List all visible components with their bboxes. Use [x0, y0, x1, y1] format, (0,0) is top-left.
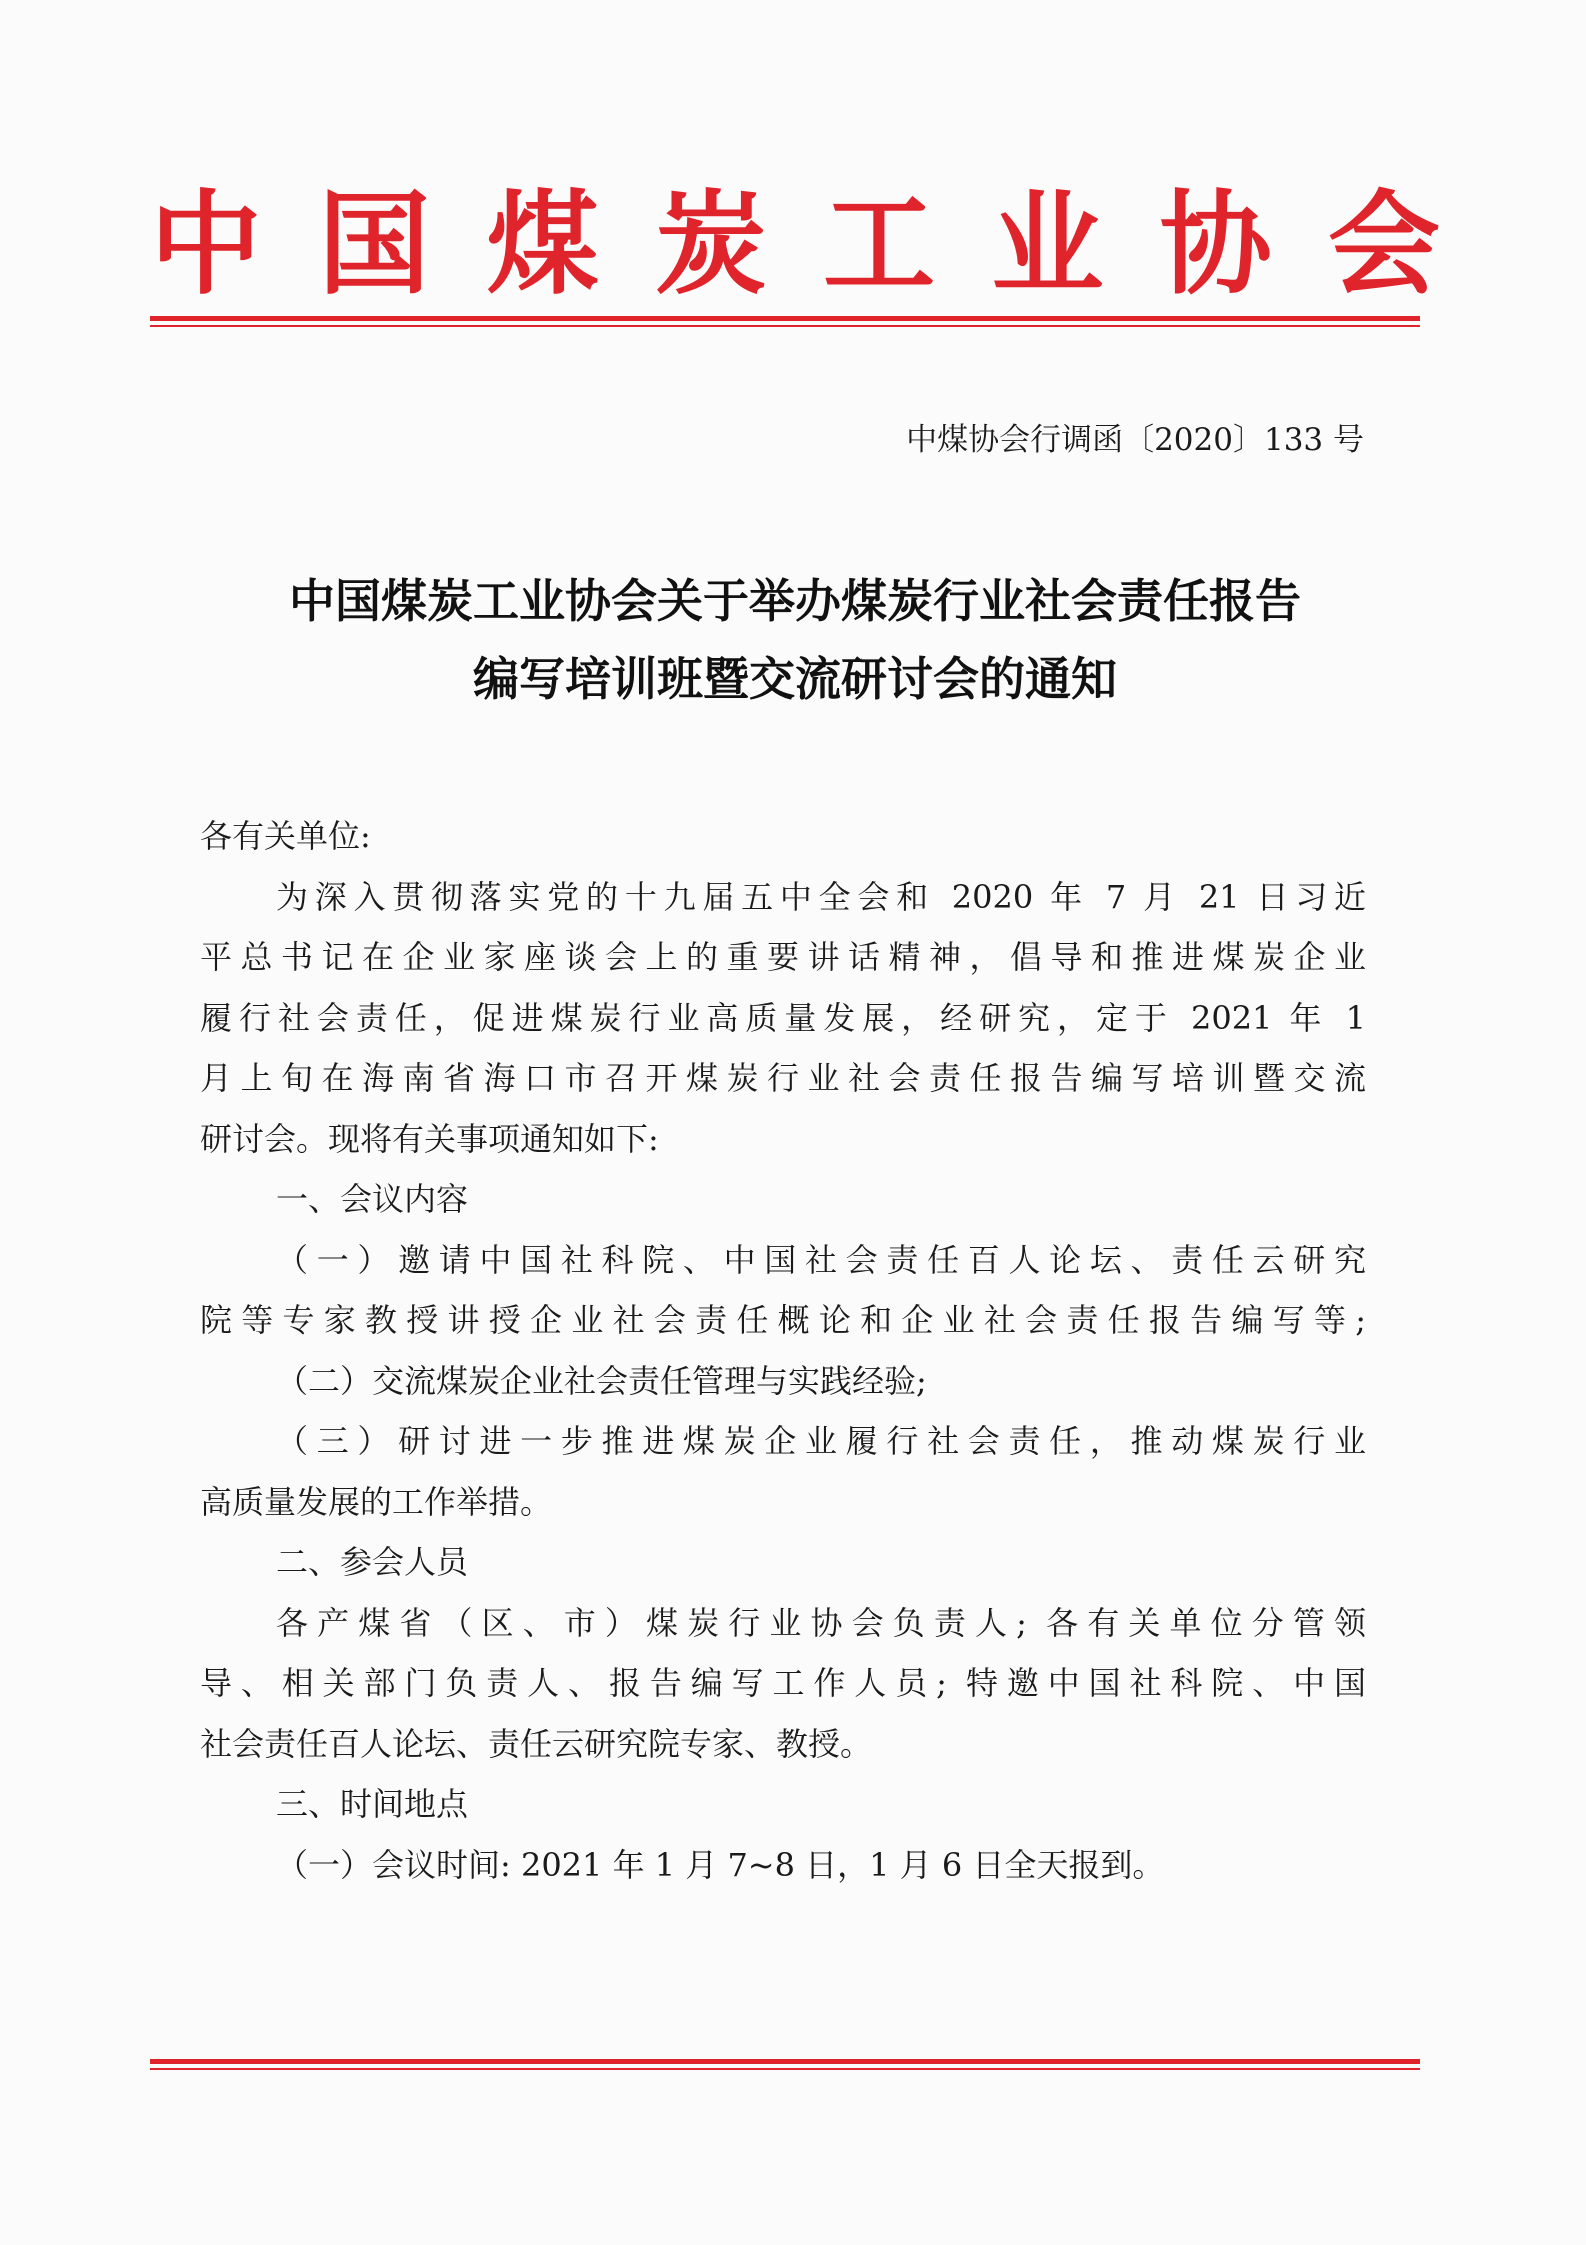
- section-heading: 二、参会人员: [276, 1543, 469, 1581]
- paragraph-line: 研讨会。现将有关事项通知如下:: [200, 1119, 659, 1158]
- letterhead-char: 工: [823, 179, 936, 310]
- salutation: 各有关单位:: [200, 817, 371, 855]
- letterhead-char: 业: [991, 179, 1104, 310]
- organization-letterhead: [150, 175, 1440, 315]
- paragraph-line: 导、相关部门负责人、报告编写工作人员; 特邀中国社科院、中国: [200, 1664, 1366, 1702]
- title-line: 中国煤炭工业协会关于举办煤炭行业社会责任报告: [289, 574, 1301, 628]
- letterhead-char: 炭: [654, 179, 767, 310]
- letterhead-char: 煤: [486, 179, 599, 310]
- letterhead-char: 中: [150, 179, 262, 310]
- section-heading: 三、时间地点: [276, 1785, 469, 1823]
- letterhead-char: 协: [1159, 179, 1272, 310]
- footer-divider: [150, 2059, 1420, 2070]
- paragraph-line: 社会责任百人论坛、责任云研究院专家、教授。: [200, 1724, 873, 1763]
- paragraph-line: 各产煤省（区、市）煤炭行业协会负责人; 各有关单位分管领: [276, 1603, 1366, 1642]
- paragraph-line: 高质量发展的工作举措。: [200, 1482, 553, 1521]
- paragraph-line: 履行社会责任，促进煤炭行业高质量发展，经研究，定于 2021 年 1: [200, 998, 1366, 1037]
- letterhead-char: 会: [1327, 179, 1440, 310]
- header-divider: [150, 316, 1420, 327]
- paragraph-line: 为深入贯彻落实党的十九届五中全会和 2020 年 7 月 21 日习近: [276, 877, 1366, 916]
- paragraph-line: 院等专家教授讲授企业社会责任概论和企业社会责任报告编写等;: [200, 1301, 1366, 1339]
- paragraph-line: （一）会议时间: 2021 年 1 月 7~8 日，1 月 6 日全天报到。: [276, 1845, 1165, 1884]
- letterhead-char: 国: [318, 179, 431, 310]
- document-title: [150, 562, 1440, 718]
- paragraph-line: （一）邀请中国社科院、中国社会责任百人论坛、责任云研究: [276, 1240, 1366, 1279]
- paragraph-line: 月上旬在海南省海口市召开煤炭行业社会责任报告编写培训暨交流: [200, 1059, 1366, 1097]
- document-body: [200, 806, 1366, 1895]
- paragraph-line: （三）研讨进一步推进煤炭企业履行社会责任，推动煤炭行业: [276, 1422, 1366, 1460]
- paragraph-line: 平总书记在企业家座谈会上的重要讲话精神，倡导和推进煤炭企业: [200, 938, 1366, 976]
- paragraph-line: （二）交流煤炭企业社会责任管理与实践经验;: [276, 1361, 927, 1400]
- title-line: 编写培训班暨交流研讨会的通知: [473, 652, 1117, 706]
- section-heading: 一、会议内容: [276, 1180, 469, 1218]
- document-number: 中煤协会行调函〔2020〕133 号: [906, 422, 1364, 458]
